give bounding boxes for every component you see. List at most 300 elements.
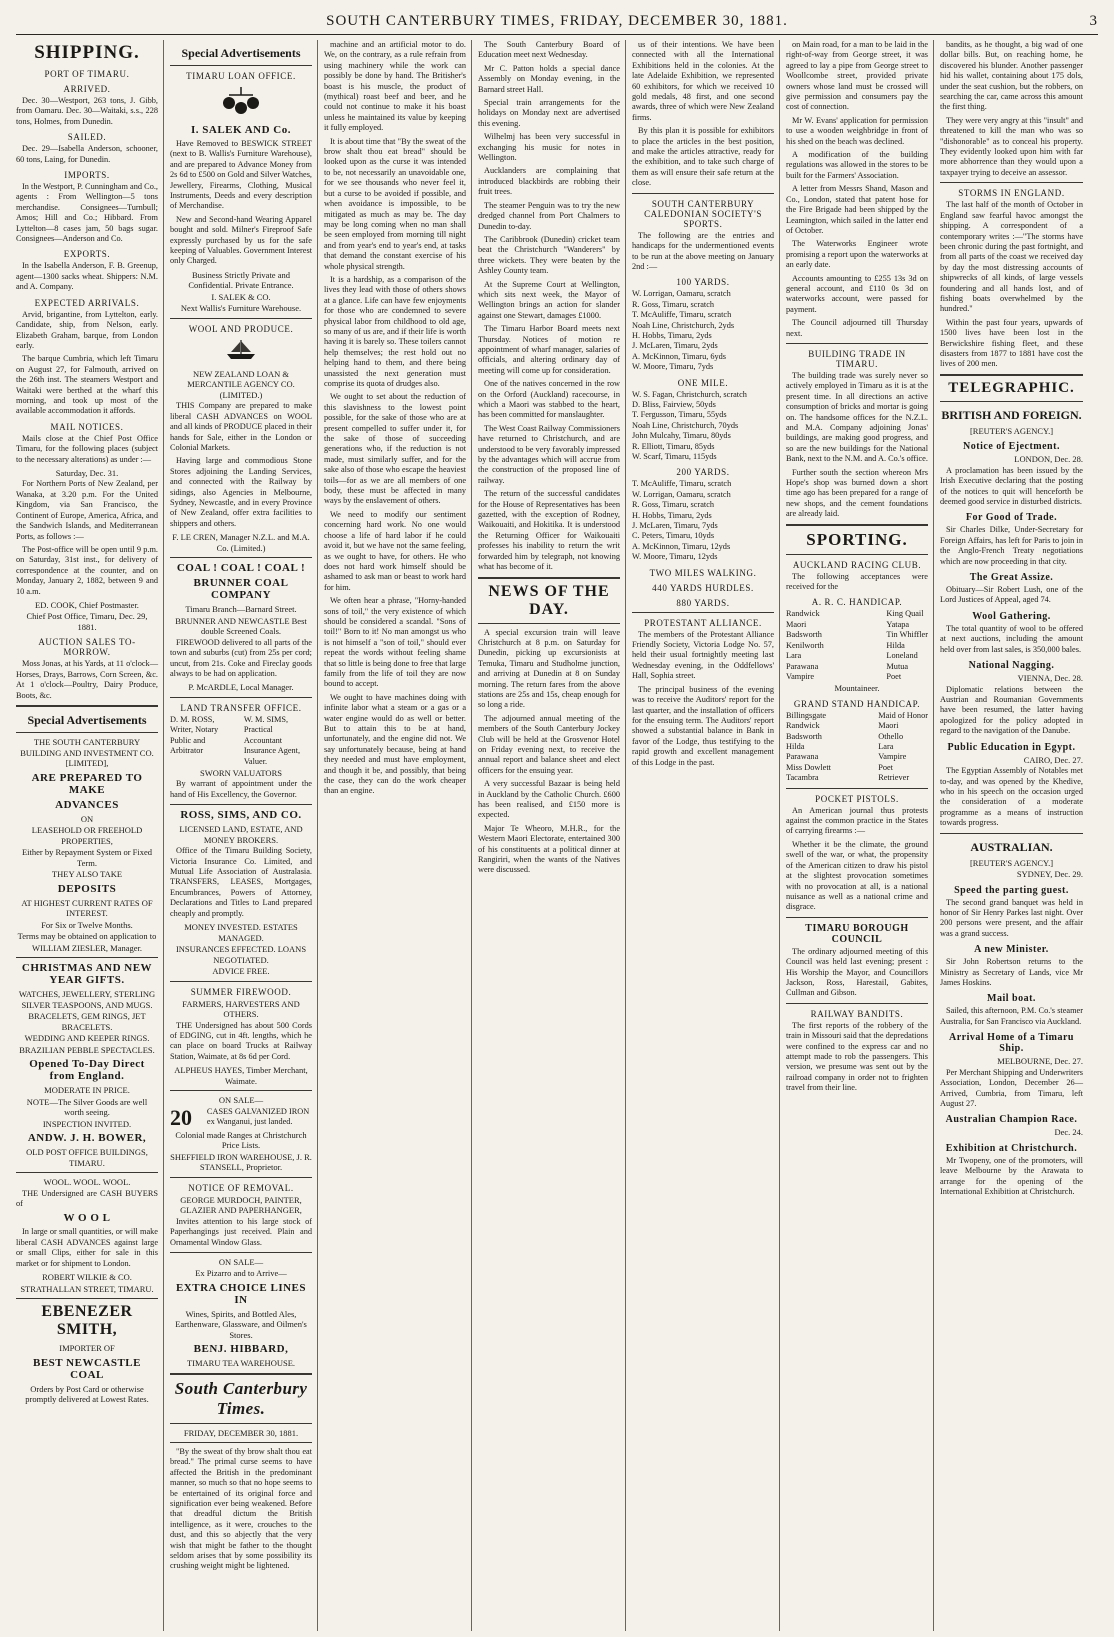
ross-sims-text: Office of the Timaru Building Society, Victoria Insurance Co. Limited, and Mutual Life Association of Australasia. TRANSFERS, LEASES, Mortgages, Encumbrances, Powers of Attorney, Declarations and Titles to Land prepared cheaply and promptly.: [170, 846, 312, 918]
paper-date: FRIDAY, DECEMBER 30, 1881.: [183, 1427, 299, 1438]
brunner-address: Timaru Branch—Barnard Street.: [185, 604, 297, 615]
wool-gathering-heading: Wool Gathering.: [972, 610, 1051, 622]
divider: [632, 612, 774, 613]
divider: [16, 957, 158, 958]
advances-line: ADVANCES: [55, 798, 119, 811]
divider: [786, 343, 928, 344]
divider: [170, 318, 312, 319]
mail-text-2: For Northern Ports of New Zealand, per Wanaka, at 3.20 p.m. For the United Kingdom, via San Francisco, the Continent of Europe, America, Africa, and the Sandwich Islands, and Mediterranean Ports, as follows :—: [16, 479, 158, 541]
highest-rates-line: AT HIGHEST CURRENT RATES OF INTEREST.: [21, 897, 153, 919]
pocket-text: An American journal thus protests against the common practice in the States of carrying firearms :—: [786, 805, 928, 836]
column-5: [632, 40, 780, 1631]
list-item: Tin Whiffler: [886, 630, 928, 640]
moderate-line: MODERATE IN PRICE.: [44, 1085, 130, 1096]
trade-text: Sir Charles Dilke, Under-Secretary for Foreign Affairs, has left for Paris to join in the Anglo-French Treaty negotiations which are now proceeding in that city.: [940, 525, 1083, 566]
racing-text: The following acceptances were received for the: [786, 571, 928, 592]
column-4: [478, 40, 626, 1631]
divider: [940, 401, 1083, 402]
wines-line: Wines, Spirits, and Bottled Ales, Earthenware, Glassware, and Oilmen's Stores.: [175, 1308, 307, 1340]
leader-continued-6: We often hear a phrase, "Horny-handed sons of toil," the very existence of which should be considered a scandal. "Sons of toil!" Born to it! No man amongst us who is not himself a "son of toil," should ever repeat the words without feeling shame that so little is being done to free that large family from the life of toil they are now bound to accept.: [324, 596, 467, 689]
divider: [170, 981, 312, 982]
leader-continued-7: We ought to have machines doing with infinite labor what a steam or a gas or a water engine would do as well or better. But to attain this to be at hand, unfortunately, and the engine did not. We say unfortunately because, being at hand they needed and must have employment, and though it be, and possibly, that being the case, they can do the work cheaper than an engine.: [324, 692, 466, 796]
columns: [16, 40, 1104, 1631]
arrived-text: Dec. 30—Westport, 263 tons, J. Gibb, from Oamaru. Dec. 30—Waitaki, s.s., 228 tons, Holmes, from Dunedin.: [16, 96, 158, 126]
farmers-line: FARMERS, HARVESTERS AND OTHERS.: [182, 998, 300, 1020]
arc-handicap: A. R. C. HANDICAP.: [811, 597, 903, 608]
railway-text: The first reports of the robbery of the train in Missouri said that the depredations were confined to the express car and no attempt made to rob the passengers. This version, we presume was sent out by the railroad company in order not to frighten travel from their line.: [786, 1020, 928, 1093]
local-note-2: Mr C. Patton holds a special dance Assembly on Monday evening, in the Barnard street Hall.: [478, 63, 620, 94]
borough-heading: TIMARU BOROUGH COUNCIL: [805, 922, 909, 945]
divider: [16, 705, 158, 707]
arc-extra: Mountaineer.: [834, 683, 880, 694]
protestant-text: The members of the Protestant Alliance Friendly Society, Victoria Lodge No. 57, held their usual fortnightly meeting last Wednesday evening, in the Oddfellows' Hall, Sophia street.: [632, 629, 774, 681]
extra-choice: EXTRA CHOICE LINES IN: [175, 1281, 307, 1306]
egypt-heading: Public Education in Egypt.: [947, 741, 1076, 753]
repayment-line: Either by Repayment System or Fixed Term.: [21, 847, 153, 868]
two-hundred-yards-list: [632, 479, 774, 562]
building-text: The building trade was surely never so actively employed in Timaru as it is at the present time. In all directions an active consumption of bricks and mortar is going on. The handsome offices for the N.Z.L. and M.A. Company adjoining Jonas' buildings, are making good progress, and so are the new buildings for the National Bank, next to the N.M. and A. Co.'s office.: [786, 370, 928, 464]
local-note-4: Wilhelmj has been very successful in exchanging his music for notes in Wellington.: [478, 132, 620, 163]
divider: [170, 1442, 312, 1443]
brunner-sign: P. McARDLE, Local Manager.: [188, 682, 294, 693]
list-item: C. Peters, Timaru, 10yds: [632, 531, 715, 541]
column-7: [940, 40, 1088, 1631]
colonial-line: Colonial made Ranges at Christchurch Price Lists.: [175, 1129, 307, 1151]
news-item-3: A very successful Bazaar is being held in Auckland by the Catholic Church. £600 has been realised, and £150 more is expected.: [478, 779, 620, 820]
list-item: Mutua: [886, 661, 909, 671]
exhibition-heading: Exhibition at Christchurch.: [945, 1142, 1078, 1154]
mail-boat-text: Sailed, this afternoon, P.M. Co.'s steamer Australia, for San Francisco via Auckland.: [940, 1006, 1083, 1026]
list-item: Maid of Honor: [878, 710, 928, 720]
leader-text: "By the sweat of thy brow shalt thou eat bread." The primal curse seems to have affected the British in the predominant manner, so much so that no hope seems to be entertained of its original force and signification ever being weakened. Before that dreadful dictum the British intelligence, as it were, crouches to the dust, and this so abjectly that the very wish that might be father to the thought seldom arises that by some possibility its crushing weight might be lightened.: [170, 1446, 312, 1571]
list-item: Badsworth: [786, 630, 822, 640]
telegraphic-heading: TELEGRAPHIC.: [948, 379, 1075, 396]
council-text-7: The Council adjourned till Thursday next.: [786, 318, 928, 338]
iron-line: CASES GALVANIZED IRON ex Wanganui, just landed.: [206, 1106, 310, 1127]
list-item: Retriever: [878, 773, 910, 783]
bandits-text-2: They were very angry at this "insult" and threatened to kill the man who was so "dishonorable" as to conceal his property. They evidently looked upon him with far more abhorrence than they would upon a taxpayer trying to deceive an assessor.: [940, 115, 1083, 177]
exhibition-text: Mr Twopeny, one of the promoters, will leave Melbourne by the Arawata to arrange for the opening of the International Exhibition at Christchurch.: [940, 1155, 1083, 1197]
wedding-line: WEDDING AND KEEPER RINGS.: [24, 1033, 150, 1044]
salek-text: Have Removed to BESWICK STREET (next to B. Wallis's Furniture Warehouse), and are prepared to Advance Money from 2s 6d to £500 on Gold and Silver Watches, Jewellery, Firearms, Clothing, Musical Instruments, Deeds and every description of Merchandise.: [170, 139, 312, 211]
on-sale-line: ON SALE—: [218, 1095, 264, 1106]
council-text-6: Accounts amounting to £255 13s 3d on general account, and £110 0s 3d on waterworks account, were passed for payment.: [786, 273, 928, 314]
divider: [170, 557, 312, 558]
building-text-2: Further south the section whereon Mrs Hope's shop was burned down a short time ago has been prepared for a range of new shops, and the cement foundations are already laid.: [786, 467, 928, 519]
local-note-11: The West Coast Railway Commissioners have returned to Christchurch, and are understood to be very favorably impressed by the advantages which will accrue from the construction of the proposed line of railway.: [478, 423, 620, 485]
imports-label: IMPORTS.: [64, 170, 110, 181]
port-heading: PORT OF TIMARU.: [44, 69, 130, 79]
hundred-yards: 100 YARDS.: [676, 277, 730, 288]
list-item: Othello: [878, 731, 904, 741]
bower-name: ANDW. J. H. BOWER,: [27, 1132, 147, 1145]
masthead-title: SOUTH CANTERBURY TIMES, FRIDAY, DECEMBER 30, 1881.: [326, 13, 788, 29]
tea-warehouse: TIMARU TEA WAREHOUSE.: [186, 1358, 296, 1369]
list-item: W. Moore, Timaru, 7yds: [632, 362, 714, 372]
list-item: Poet: [878, 762, 893, 772]
divider: [940, 182, 1083, 183]
list-item: Maori: [786, 619, 807, 629]
divider: [16, 732, 158, 733]
list-item: Hilda: [786, 742, 805, 752]
inspection-line: INSPECTION INVITED.: [42, 1118, 132, 1129]
trade-heading: For Good of Trade.: [965, 512, 1058, 524]
storms-text-2: Within the past four years, upwards of 1500 lives have been lost in the Berwickshire fishing fleet, and these disasters from 1877 to 1881 have cost the lives of 200 men.: [940, 317, 1083, 369]
list-item: Parawana: [786, 661, 819, 671]
eight-eighty-yards: 880 YARDS.: [676, 597, 730, 608]
murdoch-name: GEORGE MURDOCH, PAINTER, GLAZIER AND PAPERHANGER,: [180, 1194, 302, 1216]
arrival-text: Per Merchant Shipping and Underwriters Association, London, December 26—Arrived, Cumbria, from Timaru, left August 27.: [940, 1067, 1083, 1108]
list-item: Maori: [878, 721, 899, 731]
list-item: Kenilworth: [786, 640, 824, 650]
sydney-date: SYDNEY, Dec. 29.: [1016, 869, 1083, 880]
british-foreign-heading: BRITISH AND FOREIGN.: [941, 407, 1082, 422]
council-text-1: on Main road, for a man to be laid in the right-of-way from George street, it was agreed to lay a pipe from George street to Woollcombe street, provided private owners whose land must be crossed will give permission and consumers pay the cost of connection.: [786, 40, 928, 112]
list-item: R. Goss, Timaru, scratch: [632, 299, 715, 309]
sporting-heading: SPORTING.: [806, 529, 908, 549]
postmaster-place: Chief Post Office, Timaru, Dec. 29, 1881.: [26, 611, 148, 632]
leasehold-line: LEASEHOLD OR FREEHOLD PROPERTIES,: [31, 825, 143, 846]
twenty-numeral: 20: [170, 1104, 192, 1130]
coal-line: BEST NEWCASTLE COAL: [33, 1356, 141, 1381]
arrived-label: ARRIVED.: [63, 84, 111, 94]
melbourne-date: MELBOURNE, Dec. 27.: [997, 1056, 1083, 1067]
salek-more: New and Second-hand Wearing Apparel bought and sold. Milner's Fireproof Safe expressly purchased by us for the safe keeping of Valuables. Government Interest only Charged.: [170, 214, 313, 266]
terms-line: Terms may be obtained on application to: [17, 931, 157, 942]
nzloan-more: Having large and commodious Stone Stores adjoining the Landing Services, and connected with the Railway by sidings, also Agencies in Melbourne, Sydney, Newcastle, and in every Province of New Zealand, offer extra facilities to shippers and others.: [170, 456, 312, 528]
news-item-2: The adjourned annual meeting of the members of the South Canterbury Jockey Club will be held at the Grosvenor Hotel on Friday evening next, to receive the annual report and balance sheet and elect officers for the ensuing year.: [478, 713, 620, 775]
salek-sign: I. SALEK & CO.: [211, 291, 271, 302]
australian-heading: AUSTRALIAN.: [970, 839, 1053, 854]
wilkie-address: STRATHALLAN STREET, TIMARU.: [20, 1283, 154, 1294]
ross-sims-line: LICENSED LAND, ESTATE, AND MONEY BROKERS.: [179, 824, 303, 845]
pocket-text-2: Whether it be the climate, the ground swell of the war, or what, the propensity of the American citizen to draw his pistol at the slightest provocation sometimes with no provocation at all, is a national nuisance as well as a national crime and disgrace.: [786, 839, 928, 912]
list-item: Vampire: [786, 671, 815, 681]
insurances-line: INSURANCES EFFECTED. LOANS NEGOTIATED.: [175, 944, 307, 965]
christmas-gifts: CHRISTMAS AND NEW YEAR GIFTS.: [21, 962, 153, 987]
removal-heading: NOTICE OF REMOVAL.: [188, 1182, 294, 1193]
leader-continued-3: It is a hardship, as a comparison of the lives they lead with those of others shows at a glance. Life can have few enjoyments for those who are condemned to severe physical labor from childhood to old age, so many of us are, and if their life is worth having it is barely so. These toilers cannot help themselves; the rest hold out no helping hand to them, and there being unassisted the next generation must comprise its quota of drudges also.: [324, 274, 466, 388]
gs-left-list: [786, 711, 831, 784]
column-6: [786, 40, 934, 1631]
pocket-pistols-heading: POCKET PISTOLS.: [815, 793, 899, 804]
leader-continued-5: We need to modify our sentiment concerning hard work. No one would choose a life of hard labor if he could avoid it, but we have not the same feeling, as we ought to have, for others. He who does not hard work himself should be ashamed to ask man or beast to work hard for him.: [324, 509, 466, 592]
summer-firewood: SUMMER FIREWOOD.: [190, 986, 292, 997]
divider: [632, 193, 774, 194]
list-item: Hilda: [886, 640, 905, 650]
auction-heading: AUCTION SALES TO-MORROW.: [38, 637, 136, 658]
salek-firm: I. SALEK AND Co.: [191, 124, 291, 136]
pawnbroker-balls-graphic: [221, 85, 261, 115]
brunner-text: FIREWOOD delivered to all parts of the town and suburbs (cut) from 25s per cord; uncut, from 21s. Coke and Fireclay goods always to be had on application.: [170, 637, 312, 678]
ejectment-text: A proclamation has been issued by the Irish Executive declaring that the posting of the notices to quit will henceforth be deemed good service in disturbed districts.: [940, 465, 1083, 506]
list-item: T. McAuliffe, Timaru, scratch: [632, 310, 732, 320]
six-months-line: For Six or Twelve Months.: [41, 919, 133, 930]
list-item: W. Lorrigan, Oamaru, scratch: [632, 489, 731, 499]
salek-next: Next Wallis's Furniture Warehouse.: [180, 303, 302, 314]
divider: [170, 1177, 312, 1178]
list-item: H. Hobbs, Timaru, 2yds: [632, 510, 712, 520]
council-text-3: A modification of the building regulations was allowed in the stores to be built for the Farmers' Association.: [786, 150, 928, 180]
nzloan-text: THIS Company are prepared to make liberal CASH ADVANCES on WOOL and all kinds of PRODUCE placed in their hands for Sale, either in the London or Colonial Markets.: [170, 401, 312, 452]
news-item-4: Major Te Wheoro, M.H.R., for the Western Maori Electorate, entertained 300 of his constituents at a political dinner at Rangiriri, when the wants of the Natives were discussed.: [478, 823, 620, 875]
storms-text: The last half of the month of October in England saw fearful havoc amongst the shipping. A correspondent of a contemporary writes :—"The storms have been chronic during the past fortnight, and from all parts of the coast we received day by day the most distressing accounts of shipwrecks of all kinds, of large vessels foundering and all hands lost, and of fishing boats overwhelmed by the hundred.": [940, 200, 1083, 314]
arc-left-list: [786, 609, 824, 682]
list-item: John Mulcahy, Timaru, 80yds: [632, 431, 731, 441]
divider: [170, 65, 312, 66]
building-heading: BUILDING TRADE IN TIMARU.: [808, 348, 906, 369]
land-transfer-heading: LAND TRANSFER OFFICE.: [180, 702, 302, 713]
sheffield-line: SHEFFIELD IRON WAREHOUSE, J. R. STANSELL, Proprietor.: [170, 1151, 312, 1173]
mail-boat-heading: Mail boat.: [987, 993, 1036, 1005]
list-item: Vampire: [878, 752, 907, 762]
divider: [478, 577, 620, 579]
local-note-1: The South Canterbury Board of Education meet next Wednesday.: [478, 40, 620, 60]
list-item: Parawana: [786, 752, 819, 762]
wilkie-name: ROBERT WILKIE & CO.: [42, 1272, 132, 1282]
loan-office: TIMARU LOAN OFFICE.: [186, 71, 296, 81]
divider: [478, 623, 620, 624]
confidential-line: Business Strictly Private and Confidential. Private Entrance.: [188, 269, 294, 291]
bandits-text-1: bandits, as he thought, a big wad of one dollar bills. But, on reaching home, he discovered his blunder. Another passenger hid his wallet, containing about 175 dols, under the seat cushion, but the robbers, on searching the car, came across this amount the first thing.: [940, 40, 1083, 112]
divider: [940, 374, 1083, 376]
firewood-text: THE Undersigned has about 500 Cords of EDGING, cut in 4ft. lengths, which he can place on board Trucks at Railway Station, Waimate, at 8s 6d per Cord.: [170, 1020, 312, 1061]
divider: [170, 1423, 312, 1424]
iron-pair: [170, 1104, 312, 1130]
reuter-agency-2: [REUTER'S AGENCY.]: [969, 857, 1054, 868]
list-item: A. McKinnon, Timaru, 6yds: [632, 351, 727, 361]
list-item: Loneland: [886, 651, 918, 661]
divider: [16, 1298, 158, 1299]
list-item: Tacambra: [786, 773, 819, 783]
column-1: [16, 40, 164, 1631]
list-item: Miss Dowlett: [786, 762, 831, 772]
coal-terms: Orders by Post Card or otherwise promptly delivered at Lowest Rates.: [25, 1383, 149, 1404]
page-number: 3: [1089, 13, 1098, 29]
hundred-yards-list: [632, 289, 774, 372]
wool-terms: In large or small quantities, or will make liberal CASH ADVANCES against large or small Clips, either for sale in this market or for shipment to London.: [16, 1227, 158, 1268]
divider: [786, 788, 928, 789]
exhibition-text-1: us of their intentions. We have been connected with all the International Exhibitions held in the colonies. At the late Adelaide Exhibition, we represented 60 exhibitors, for which we received 10 gold medals, 48 first, and one second awards, three of which were New Zealand firms.: [632, 40, 774, 122]
list-item: W. Moore, Timaru, 12yds: [632, 552, 718, 562]
list-item: D. Bliss, Fairview, 50yds: [632, 399, 716, 409]
divider: [786, 1003, 928, 1004]
list-item: R. Elliott, Timaru, 85yds: [632, 441, 715, 451]
money-invested: MONEY INVESTED. ESTATES MANAGED.: [184, 922, 298, 943]
arc-right-list: [886, 609, 928, 682]
list-item: Noah Line, Christchurch, 70yds: [632, 420, 739, 430]
list-item: W. Scarf, Timaru, 115yds: [632, 452, 717, 461]
watches-line: WATCHES, JEWELLERY, STERLING SILVER TEASPOONS, AND MUGS.: [18, 989, 156, 1010]
list-item: T. McAuliffe, Timaru, scratch: [632, 479, 732, 489]
mail-text-3: The Post-office will be open until 9 p.m. on Saturday, 31st inst., for delivery of correspondence at the counter, and on Monday, January 2, 1882, between 9 and 10 a.m.: [16, 544, 158, 596]
nagging-heading: National Nagging.: [968, 660, 1055, 672]
list-item: Randwick: [786, 721, 820, 731]
london-date: LONDON, Dec. 28.: [1014, 454, 1083, 465]
on-line: ON: [80, 813, 94, 824]
pawnbroker-balls-icon: [170, 85, 312, 120]
ejectment-heading: Notice of Ejectment.: [963, 441, 1060, 453]
two-miles-walking: TWO MILES WALKING.: [649, 567, 757, 578]
minister-text: Sir John Robertson returns to the Ministry as Secretary of Lands, vice Mr James Hoskins.: [940, 957, 1083, 987]
ship-icon: [170, 338, 312, 365]
wool-repeat: WOOL. WOOL. WOOL.: [43, 1177, 131, 1188]
building-society: THE SOUTH CANTERBURY BUILDING AND INVESTMENT CO. [LIMITED],: [20, 737, 154, 769]
list-item: J. McLaren, Timaru, 2yds: [632, 341, 718, 351]
expected-text: Arvid, brigantine, from Lyttelton, early. Candidate, ship, from Nelson, early. Elizabeth Graham, barque, from London early.: [16, 309, 158, 350]
list-item: T. Fergusson, Timaru, 55yds: [632, 410, 727, 420]
list-item: Noah Line, Christchurch, 2yds: [632, 320, 735, 330]
list-item: Lara: [786, 651, 802, 661]
sworn-valuators: SWORN VALUATORS: [200, 767, 282, 778]
grand-stand-handicap: GRAND STAND HANDICAP.: [793, 698, 921, 709]
list-item: W. Lorrigan, Oamaru, scratch: [632, 289, 731, 299]
leader-continued-1: machine and an artificial motor to do. We, on the contrary, as a rule refrain from using machinery while the work can possibly be done by hand. The Britisher's boast is his muscle, the product of (mythical) roast beef and beer, and he could not continue to make it his boast unless he maintained its value by keeping it fully employed.: [324, 40, 466, 133]
list-item: Poet: [886, 671, 902, 681]
list-item: Randwick: [786, 609, 820, 619]
arc-entries: [786, 609, 928, 682]
council-text-2: Mr W. Evans' application for permission to use a wooden weighbridge in front of his shed on the beach was declined.: [786, 115, 928, 146]
protestant-heading: PROTESTANT ALLIANCE.: [644, 617, 762, 628]
nagging-text: Diplomatic relations between the Austrian and Roumanian Governments have been resumed, the latter having apologized for the policy adopted in regard to the navigation of the Danube.: [940, 684, 1083, 736]
egypt-text: The Egyptian Assembly of Notables met to-day, and was opened by the Khedive, who in his speech on the occasion urged the consideration of a moderate programme as a means of instruction towards progress.: [940, 766, 1083, 828]
list-item: A. McKinnon, Timaru, 12yds: [632, 541, 731, 551]
special-ads-heading: Special Advertisements: [181, 46, 301, 60]
council-text-5: The Waterworks Engineer wrote promising a report upon the waterworks at an early date.: [786, 239, 928, 270]
wool-gathering-text: The total quantity of wool to be offered at next auctions, including the amount held over from last sales, is 350,000 bales.: [940, 623, 1083, 654]
divider: [786, 524, 928, 526]
ross-sims-pair: [170, 715, 312, 767]
importer-line: IMPORTER OF: [59, 1343, 115, 1353]
silver-note: NOTE—The Silver Goods are well worth seeing.: [26, 1096, 148, 1118]
leader-continued-4: We ought to set about the reduction of this slavishness to the lowest point possible, for the sake of those who are at present compelled to suffer under it, for the sake of those of succeeding generations who, if the reduction is not made, must similarly suffer, and for the sake also of those who escape the heaviest toils—for as we are all members of one body, these must be affected in many ways by the enslavement of others.: [324, 392, 466, 506]
borough-text: The ordinary adjourned meeting of this Council was held last evening; present : His Worship the Mayor, and Councillors Jackson, Ross, Harestail, Gabites, Cullman and Gibson.: [786, 946, 928, 998]
list-item: W. S. Fagan, Christchurch, scratch: [632, 389, 747, 399]
gs-right-list: [878, 711, 928, 784]
sailed-text: Dec. 29—Isabella Anderson, schooner, 60 tons, Laing, for Dunedin.: [16, 144, 158, 164]
list-item: J. McLaren, Timaru, 7yds: [632, 521, 718, 531]
divider: [170, 1090, 312, 1091]
caledonian-text: The following are the entries and handicaps for the undermentioned events to be run at the above meeting on January 2nd :—: [632, 230, 774, 271]
caledonian-heading: SOUTH CANTERBURY CALEDONIAN SOCIETY'S SPORTS.: [644, 198, 762, 229]
sims-right: W. M. SIMS, Practical Accountant Insurance Agent, Valuer.: [243, 714, 301, 766]
murdoch-text: Invites attention to his large stock of Paperhangings just received. Plain and Ornamental Window Glass.: [170, 1216, 312, 1247]
deposits-line: DEPOSITS: [57, 882, 117, 895]
assize-text: Obituary—Sir Robert Lush, one of the Lord Justices of Appeal, aged 74.: [940, 585, 1083, 605]
list-item: Billingsgate: [786, 710, 827, 720]
two-hundred-yards: 200 YARDS.: [676, 467, 730, 478]
coal-heading: COAL ! COAL ! COAL !: [176, 562, 306, 575]
champion-heading: Australian Champion Race.: [945, 1114, 1078, 1126]
news-item-1: A special excursion train will leave Christchurch at 8 p.m. on Saturday for Dunedin, picking up excursionists at Temuka, Timaru and Studholme junction, and arriving at Dunedin at 8 on Sunday morning. The return fares from the above stations are 25s and 15s, cheap enough for so long a ride.: [478, 627, 620, 710]
list-item: H. Hobbs, Timaru, 2yds: [632, 330, 712, 340]
exports-label: EXPORTS.: [63, 249, 111, 260]
divider: [170, 1373, 312, 1375]
bracelets-line: BRACELETS, GEM RINGS, JET BRACELETS.: [28, 1011, 146, 1032]
pizarro-line: Ex Pizarro and to Arrive—: [195, 1268, 287, 1279]
brazilian-line: BRAZILIAN PEBBLE SPECTACLES.: [19, 1044, 155, 1055]
smith-name: EBENEZER SMITH,: [41, 1303, 133, 1338]
imports-text: In the Westport, P. Cunningham and Co., agents : From Wellington—5 tons merchandise. Consignees—Turnbull; Amos; Hill and Co.; Hibbard. From Lyttelton—8 cases jam, 50 bags sugar. Consignees—Anderson and Co.: [16, 182, 158, 244]
parting-text: The second grand banquet was held in honor of Sir Henry Parkes last night. Over 200 persons were present, and the affair was a grand success.: [940, 897, 1083, 938]
postmaster-signed: ED. COOK, Chief Postmaster.: [35, 599, 139, 610]
one-mile-list: [632, 390, 774, 463]
council-text-4: A letter from Messrs Shand, Mason and Co., London, stated that patent hose for the Fire Brigade had been shipped by the Leamington, which sailed in the latter end of October.: [786, 184, 928, 235]
on-sale-line-2: ON SALE—: [218, 1256, 264, 1267]
vienna-date: VIENNA, Dec. 28.: [1017, 673, 1083, 684]
shipping-heading: SHIPPING.: [34, 42, 140, 63]
divider: [786, 554, 928, 555]
opened-line: Opened To-Day Direct from England.: [29, 1058, 145, 1083]
list-item: Badsworth: [786, 731, 822, 741]
divider: [170, 804, 312, 805]
reuter-agency: [REUTER'S AGENCY.]: [969, 425, 1054, 436]
bower-address: OLD POST OFFICE BUILDINGS, TIMARU.: [26, 1147, 148, 1168]
leader-continued-2: It is about time that "By the sweat of the brow shalt thou eat bread" should be looked upon as the curse it was intended to be, not necessarily an unavoidable one, for we see thousands who never feel it, but a curse to be avoided if possible, and when avoidance is impossible, to be mitigated as much as may be. The day may be long coming when no man shall be seen employed from morning till night and from year's end to year's end, at tasks that demand the constant exercise of his whole physical strength.: [324, 136, 466, 271]
nzloan-name: NEW ZEALAND LOAN & MERCANTILE AGENCY CO. (LIMITED.): [187, 368, 295, 400]
shipping-notes: The barque Cumbria, which left Timaru on August 27, for Falmouth, arrived on the 26th inst. The steamers Westport and Waitaki were berthed at the wharf this morning, and took up most of the available accommodation it affords.: [16, 354, 158, 416]
protestant-text-2: The principal business of the evening was to receive the Auditors' report for the last quarter, and the installation of officers for the ensuing term. The Auditors' report showed a substantial balance in Bank in favor of the Lodge, thus testifying to the rapid growth and excellent management of this Lodge in the past.: [632, 684, 774, 767]
minister-heading: A new Minister.: [974, 944, 1049, 956]
ross-sims-firm: ROSS, SIMS, AND CO.: [180, 809, 302, 822]
advice-free: ADVICE FREE.: [212, 966, 270, 977]
divider: [170, 1252, 312, 1253]
parting-heading: Speed the parting guest.: [954, 884, 1069, 896]
assize-heading: The Great Assize.: [969, 572, 1054, 584]
champion-date: Dec. 24.: [1054, 1127, 1083, 1138]
masthead: [16, 8, 1098, 35]
list-item: Yatapa: [886, 619, 910, 629]
exhibition-text-2: By this plan it is possible for exhibitors to place the articles in the best position, and make the articles attractive, ready for the exhibition, and to take such charge of them as will ensure their safe return at the close.: [632, 126, 774, 188]
local-note-12: The return of the successful candidates for the House of Representatives has been gazetted, with the exception of Rodney, Waikouaiti, and Hokitika. It is understood the Returning Officer for Waikouaiti professes his inability to return the writ forwarded him by telegraph, not knowing what has become of it.: [478, 489, 620, 572]
wool-buyers: THE Undersigned are CASH BUYERS of: [16, 1188, 158, 1208]
local-note-7: The Caribbrook (Dunedin) cricket team beat the Christchurch "Wanderers" by three wickets. They were beaten by the Ashley County team.: [478, 234, 620, 276]
paper-title: South Canterbury Times.: [174, 1378, 308, 1418]
hayes-sign: ALPHEUS HAYES, Timber Merchant, Waimate.: [174, 1065, 308, 1086]
local-note-3: Special train arrangements for the holidays on Monday next are advertised this evening.: [478, 98, 620, 128]
wool-word: W O O L: [63, 1212, 111, 1225]
local-note-8: At the Supreme Court at Wellington, which sits next week, the Mayor of Wellington brings an action for slander against one Stewart, damages £1000.: [478, 279, 620, 320]
mail-heading: MAIL NOTICES.: [50, 421, 124, 432]
special-ads-heading: Special Advertisements: [27, 713, 147, 728]
mail-text: Mails close at the Chief Post Office Timaru, for the following places (subject to the necessary alterations) as under :—: [16, 433, 158, 464]
by-warrant: By warrant of appointment under the hand of His Excellency, the Governor.: [170, 779, 312, 799]
also-take-line: THEY ALSO TAKE: [51, 869, 123, 880]
auction-text: Moss Jonas, at his Yards, at 11 o'clock—Horses, Drays, Barrows, Corn Screen, &c. At 1 o'clock—Poultry, Dairy Produce, Boots, &c.: [16, 659, 158, 700]
sailed-label: SAILED.: [67, 132, 107, 143]
ship-graphic: [223, 338, 259, 360]
mail-date: Saturday, Dec. 31.: [55, 467, 119, 478]
hurdles: 440 YARDS HURDLES.: [652, 582, 754, 593]
brunner-coal: BRUNNER AND NEWCASTLE Best double Screened Coals.: [175, 615, 307, 637]
divider: [940, 833, 1083, 834]
local-note-9: The Timaru Harbor Board meets next Thursday. Notices of motion re appointment of wharf manager, salaries of officials, and altering ordinary day of meeting will come up for consideration.: [478, 324, 620, 375]
arrival-heading: Arrival Home of a Timaru Ship.: [949, 1032, 1074, 1055]
exports-text: In the Isabella Anderson, F. B. Greenup, agent—1300 sacks wheat. Shippers: N.M. and A. Company.: [16, 261, 158, 292]
prepared-line: ARE PREPARED TO MAKE: [31, 771, 143, 796]
divider: [16, 1172, 158, 1173]
column-3: [324, 40, 472, 1631]
news-heading: NEWS OF THE DAY.: [488, 582, 610, 618]
expected-label: EXPECTED ARRIVALS.: [34, 297, 140, 308]
list-item: R. Goss, Timaru, scratch: [632, 500, 715, 510]
nzloan-sign: F. LE CREN, Manager N.Z.L. and M.A. Co. (Limited.): [172, 532, 310, 553]
ross-left: D. M. ROSS, Writer, Notary Public and Arbitrator: [170, 714, 219, 756]
storms-heading: STORMS IN ENGLAND.: [958, 188, 1065, 199]
railway-heading: RAILWAY BANDITS.: [810, 1008, 904, 1019]
divider: [786, 917, 928, 918]
local-note-10: One of the natives concerned in the row on the Orford (Auckland) racecourse, in which a Maori was stabbed to the heart, has been committed for manslaughter.: [478, 379, 620, 420]
